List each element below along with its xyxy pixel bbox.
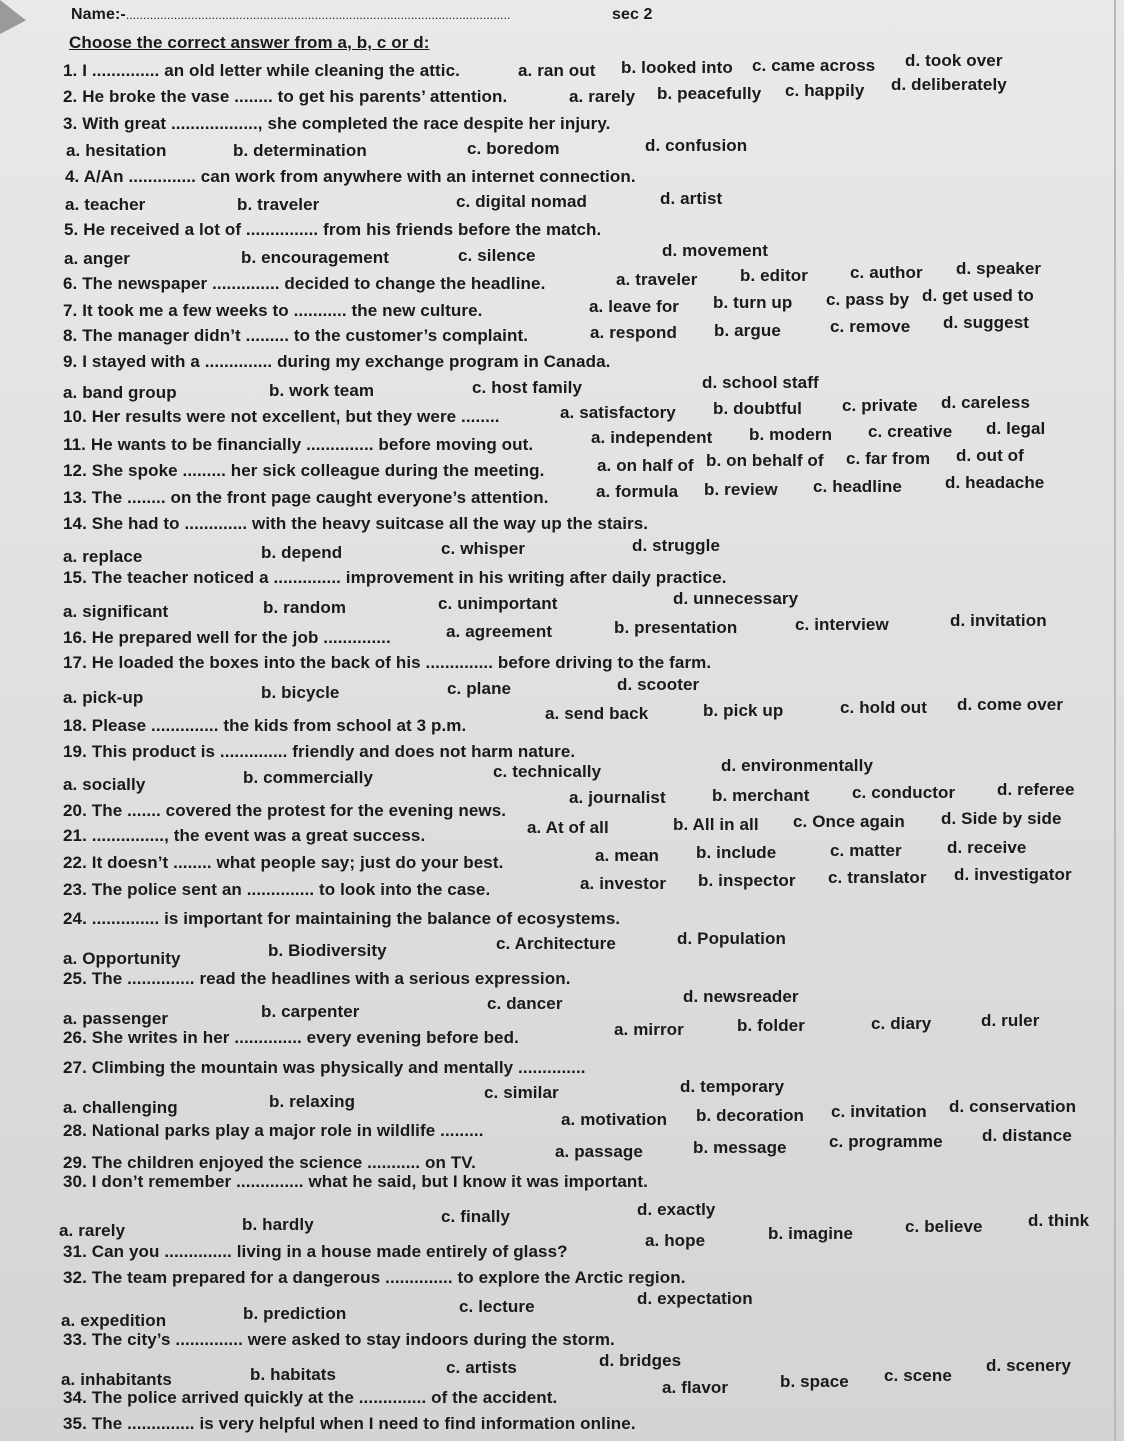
answer-option: b. habitats	[250, 1365, 337, 1384]
answer-option: b. merchant	[712, 786, 810, 805]
answer-option: c. creative	[868, 422, 953, 441]
answer-option: a. Opportunity	[63, 949, 181, 968]
answer-option: d. temporary	[680, 1077, 785, 1096]
question-text: 15. The teacher noticed a .............. improvement in his writing after daily practice.	[63, 568, 727, 587]
answer-option: a. teacher	[65, 195, 146, 214]
answer-option: a. replace	[63, 547, 143, 566]
answer-option: c. digital nomad	[456, 192, 588, 211]
answer-option: b. hardly	[242, 1215, 314, 1234]
answer-option: b. carpenter	[261, 1002, 360, 1021]
answer-option: a. mean	[595, 846, 660, 865]
answer-option: c. similar	[484, 1083, 559, 1102]
answer-option: d. ruler	[981, 1011, 1040, 1030]
answer-option: d. newsreader	[683, 987, 799, 1006]
answer-option: a. independent	[591, 428, 713, 447]
question-text: 24. .............. is important for maintaining the balance of ecosystems.	[63, 909, 621, 928]
question-text: 16. He prepared well for the job ..............	[63, 628, 391, 647]
answer-option: a. challenging	[63, 1098, 178, 1117]
answer-option: d. exactly	[637, 1200, 716, 1219]
answer-option: c. invitation	[831, 1102, 927, 1121]
answer-option: d. expectation	[637, 1289, 753, 1308]
answer-option: a. inhabitants	[61, 1370, 172, 1389]
answer-option: a. rarely	[569, 87, 636, 106]
answer-option: d. scenery	[986, 1356, 1072, 1375]
answer-option: a. At of all	[527, 818, 609, 837]
answer-option: d. speaker	[956, 259, 1042, 278]
question-text: 23. The police sent an .............. to look into the case.	[63, 880, 491, 899]
answer-option: b. Biodiversity	[268, 941, 387, 960]
answer-option: c. believe	[905, 1217, 983, 1236]
answer-option: d. struggle	[632, 536, 720, 555]
answer-option: a. hesitation	[66, 141, 167, 160]
name-blank: ................................................................................................................	[125, 8, 511, 22]
answer-option: d. movement	[662, 241, 768, 260]
question-text: 20. The ....... covered the protest for the evening news.	[63, 801, 507, 820]
answer-option: c. author	[850, 263, 923, 282]
question-text: 21. ..............., the event was a great success.	[63, 826, 426, 845]
answer-option: c. matter	[830, 841, 902, 860]
answer-option: b. prediction	[243, 1304, 347, 1323]
answer-option: b. message	[693, 1138, 787, 1157]
answer-option: d. careless	[941, 393, 1030, 412]
answer-option: b. on behalf of	[706, 451, 824, 470]
answer-option: c. Architecture	[496, 934, 616, 953]
answer-option: b. All in all	[673, 815, 759, 834]
answer-option: d. environmentally	[721, 756, 874, 775]
question-text: 19. This product is .............. friendly and does not harm nature.	[63, 742, 576, 761]
answer-option: a. send back	[545, 704, 649, 723]
question-text: 33. The city’s .............. were asked to stay indoors during the storm.	[63, 1330, 615, 1349]
answer-option: d. suggest	[943, 313, 1030, 332]
answer-option: d. get used to	[922, 286, 1034, 305]
answer-option: a. journalist	[569, 788, 666, 807]
answer-option: c. happily	[785, 81, 865, 100]
answer-option: d. think	[1028, 1211, 1090, 1230]
answer-option: a. ran out	[518, 61, 596, 80]
question-text: 3. With great .................., she completed the race despite her injury.	[63, 114, 611, 133]
answer-option: a. traveler	[616, 270, 698, 289]
question-text: 27. Climbing the mountain was physically and mentally ..............	[63, 1058, 586, 1077]
answer-option: c. headline	[813, 477, 902, 496]
answer-option: a. expedition	[61, 1311, 167, 1330]
question-text: 18. Please .............. the kids from school at 3 p.m.	[63, 716, 467, 735]
question-text: 6. The newspaper .............. decided to change the headline.	[63, 274, 546, 293]
answer-option: b. decoration	[696, 1106, 805, 1125]
question-text: 13. The ........ on the front page caught everyone’s attention.	[63, 488, 549, 507]
answer-option: c. remove	[830, 317, 911, 336]
answer-option: d. invitation	[950, 611, 1047, 630]
answer-option: c. plane	[447, 679, 512, 698]
answer-option: d. unnecessary	[673, 589, 799, 608]
answer-option: d. Population	[677, 929, 786, 948]
answer-option: b. imagine	[768, 1224, 854, 1243]
answer-option: d. referee	[997, 780, 1075, 799]
answer-option: c. conductor	[852, 783, 956, 802]
answer-option: a. flavor	[662, 1378, 729, 1397]
page-corner-shadow	[0, 0, 26, 34]
answer-option: c. host family	[472, 378, 583, 397]
answer-option: c. technically	[493, 762, 602, 781]
answer-option: b. pick up	[703, 701, 784, 720]
answer-option: a. anger	[64, 249, 130, 268]
name-label	[71, 6, 510, 24]
answer-option: a. satisfactory	[560, 403, 676, 422]
answer-option: b. folder	[737, 1016, 805, 1035]
question-text: 17. He loaded the boxes into the back of his .............. before driving to the farm.	[63, 653, 712, 672]
question-text: 32. The team prepared for a dangerous .............. to explore the Arctic region.	[63, 1268, 686, 1287]
answer-option: a. motivation	[561, 1110, 668, 1129]
answer-option: a. band group	[63, 383, 177, 402]
page-edge-line	[1114, 0, 1116, 1441]
question-text: 9. I stayed with a .............. during my exchange program in Canada.	[63, 352, 611, 371]
answer-option: d. confusion	[645, 136, 748, 155]
answer-option: a. passage	[555, 1142, 643, 1161]
answer-option: a. rarely	[59, 1221, 126, 1240]
question-text: 1. I .............. an old letter while cleaning the attic.	[63, 61, 460, 80]
answer-option: b. turn up	[713, 293, 793, 312]
answer-option: c. programme	[829, 1132, 943, 1151]
answer-option: a. pick-up	[63, 688, 144, 707]
answer-option: b. space	[780, 1372, 849, 1391]
answer-option: d. investigator	[954, 865, 1072, 884]
answer-option: a. formula	[596, 482, 679, 501]
answer-option: d. out of	[956, 446, 1024, 465]
answer-option: b. work team	[269, 381, 375, 400]
answer-option: a. on half of	[597, 456, 694, 475]
answer-option: d. receive	[947, 838, 1027, 857]
question-text: 7. It took me a few weeks to ........... the new culture.	[63, 301, 483, 320]
question-text: 35. The .............. is very helpful when I need to find information online.	[63, 1414, 636, 1433]
answer-option: c. diary	[871, 1014, 932, 1033]
answer-option: b. include	[696, 843, 777, 862]
answer-option: c. pass by	[826, 290, 910, 309]
answer-option: d. legal	[986, 419, 1046, 438]
answer-option: b. traveler	[237, 195, 320, 214]
answer-option: d. conservation	[949, 1097, 1077, 1116]
answer-option: c. artists	[446, 1358, 517, 1377]
answer-option: a. respond	[590, 323, 677, 342]
answer-option: a. investor	[580, 874, 667, 893]
answer-option: b. presentation	[614, 618, 738, 637]
question-text: 34. The police arrived quickly at the .............. of the accident.	[63, 1388, 558, 1407]
answer-option: d. scooter	[617, 675, 700, 694]
answer-option: d. bridges	[599, 1351, 682, 1370]
answer-option: b. argue	[714, 321, 781, 340]
answer-option: d. distance	[982, 1126, 1072, 1145]
answer-option: c. Once again	[793, 812, 905, 831]
answer-option: c. came across	[752, 56, 876, 75]
answer-option: c. scene	[884, 1366, 952, 1385]
answer-option: c. unimportant	[438, 594, 558, 613]
answer-option: b. depend	[261, 543, 343, 562]
question-text: 28. National parks play a major role in wildlife .........	[63, 1121, 484, 1140]
answer-option: d. artist	[660, 189, 723, 208]
question-text: 10. Her results were not excellent, but they were ........	[63, 407, 500, 426]
answer-option: b. peacefully	[657, 84, 762, 103]
answer-option: d. took over	[905, 51, 1003, 70]
question-text: 26. She writes in her .............. every evening before bed.	[63, 1028, 519, 1047]
question-text: 31. Can you .............. living in a house made entirely of glass?	[63, 1242, 568, 1261]
answer-option: d. deliberately	[891, 75, 1007, 94]
question-text: 11. He wants to be financially .............. before moving out.	[63, 435, 534, 454]
question-text: 12. She spoke ......... her sick colleague during the meeting.	[63, 461, 545, 480]
answer-option: c. finally	[441, 1207, 511, 1226]
answer-option: d. Side by side	[941, 809, 1062, 828]
answer-option: b. looked into	[621, 58, 733, 77]
answer-option: a. socially	[63, 775, 146, 794]
answer-option: a. mirror	[614, 1020, 684, 1039]
answer-option: c. translator	[828, 868, 927, 887]
answer-option: b. relaxing	[269, 1092, 356, 1111]
question-text: 29. The children enjoyed the science ........... on TV.	[63, 1153, 476, 1172]
answer-option: a. hope	[645, 1231, 706, 1250]
answer-option: b. editor	[740, 266, 808, 285]
name-label-text: Name:-	[71, 6, 126, 23]
answer-option: c. boredom	[467, 139, 560, 158]
answer-option: c. hold out	[840, 698, 928, 717]
answer-option: b. doubtful	[713, 399, 802, 418]
answer-option: b. encouragement	[241, 248, 390, 267]
question-text: 14. She had to ............. with the heavy suitcase all the way up the stairs.	[63, 514, 649, 533]
answer-option: b. inspector	[698, 871, 796, 890]
answer-option: c. whisper	[441, 539, 526, 558]
answer-option: d. school staff	[702, 373, 819, 392]
answer-option: c. silence	[458, 246, 536, 265]
question-text: 30. I don’t remember .............. what he said, but I know it was important.	[63, 1172, 648, 1191]
question-text: 25. The .............. read the headlines with a serious expression.	[63, 969, 571, 988]
answer-option: a. leave for	[589, 297, 680, 316]
question-text: 22. It doesn’t ........ what people say; just do your best.	[63, 853, 504, 872]
answer-option: a. agreement	[446, 622, 553, 641]
answer-option: b. commercially	[243, 768, 374, 787]
question-text: 4. A/An .............. can work from anywhere with an internet connection.	[65, 167, 636, 186]
answer-option: a. passenger	[63, 1009, 169, 1028]
answer-option: d. headache	[945, 473, 1045, 492]
answer-option: c. dancer	[487, 994, 563, 1013]
question-text: 2. He broke the vase ........ to get his parents’ attention.	[63, 87, 508, 106]
instructions: Choose the correct answer from a, b, c or d:	[69, 33, 430, 52]
answer-option: b. review	[704, 480, 778, 499]
answer-option: a. significant	[63, 602, 169, 621]
answer-option: b. random	[263, 598, 347, 617]
question-text: 5. He received a lot of ............... from his friends before the match.	[64, 220, 602, 239]
question-text: 8. The manager didn’t ......... to the customer’s complaint.	[63, 326, 529, 345]
answer-option: d. come over	[957, 695, 1064, 714]
answer-option: c. private	[842, 396, 918, 415]
answer-option: c. far from	[846, 449, 931, 468]
answer-option: b. bicycle	[261, 683, 340, 702]
answer-option: c. lecture	[459, 1297, 535, 1316]
answer-option: c. interview	[795, 615, 889, 634]
section-label: sec 2	[612, 6, 653, 23]
answer-option: b. determination	[233, 141, 367, 160]
answer-option: b. modern	[749, 425, 833, 444]
